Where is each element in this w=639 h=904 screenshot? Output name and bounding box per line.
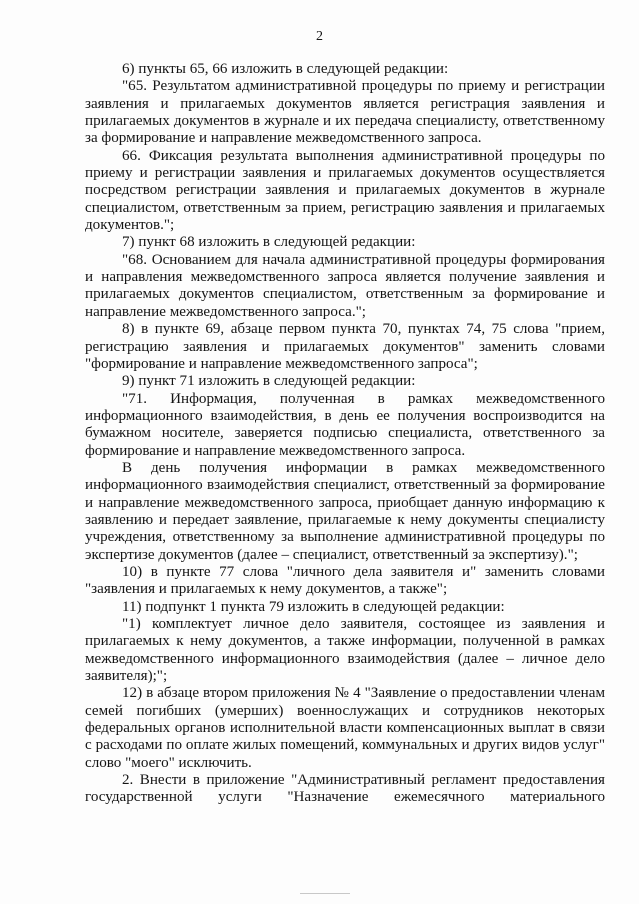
paragraph-point-66: 66. Фиксация результата выполнения административной процедуры по приему и регистрации заявления и прилагаемых документов осуществляется посредством регистрации заявления и прилагаемых документов в журнале специалистом, ответственным за прием, регистрацию заявления и прилагаемых документов."; [85,147,605,234]
paragraph-item-6: 6) пункты 65, 66 изложить в следующей редакции: [122,61,449,77]
paragraph-point-71: "71. Информация, полученная в рамках межведомственного информационного взаимодействия, в день ее получения воспроизводится на бумажном носителе, заверяется подписью специалиста, ответственного за формирование и направление межведомственного запроса. [85,390,605,459]
footer-divider [300,893,350,894]
paragraph-point-65: "65. Результатом административной процедуры по приему и регистрации заявления и прилагаемых документов является регистрация заявления и прилагаемых документов в журнале и их передача специалисту, ответственному за формирование и направление межведомственного запроса. [85,78,605,147]
paragraph-point-71-part-2: В день получения информации в рамках межведомственного информационного взаимодействия специалист, ответственный за формирование и направление межведомственного запроса, приобщает данную информацию к заявлению и передает заявление, прилагаемые к нему документы специалисту учреждения, ответственному за выполнение административной процедуры по экспертизе документов (далее – специалист, ответственный за экспертизу)."; [85,459,605,563]
paragraph-point-68: "68. Основанием для начала административной процедуры формирования и направления межведомственного запроса является получение заявления и прилагаемых документов специалистом, ответственным за формирование и направление межведомственного запроса."; [85,251,605,320]
paragraph-item-11: 11) подпункт 1 пункта 79 изложить в следующей редакции: [122,598,505,615]
paragraph-item-7: 7) пункт 68 изложить в следующей редакции: [122,234,416,251]
paragraph-item-8: 8) в пункте 69, абзаце первом пункта 70, пунктах 74, 75 слова "прием, регистрацию заявления и прилагаемых документов" заменить словами "формирование и направление межведомственного запроса"; [85,321,605,372]
page-number: 2 [316,29,323,44]
paragraph-item-12: 12) в абзаце втором приложения № 4 "Заявление о предоставлении членам семей погибших (умерших) военнослужащих и сотрудников некоторых федеральных органов исполнительной власти компенсационных выплат в связи с расходами по оплате жилых помещений, коммунальных и других видов услуг" слово "моего" исключить. [85,685,605,771]
paragraph-item-9: 9) пункт 71 изложить в следующей редакции: [122,373,416,390]
paragraph-section-2: 2. Внести в приложение "Административный регламент предоставления государственной услуги "Назначение ежемесячного материального [85,772,605,806]
paragraph-subpoint-1: "1) комплектует личное дело заявителя, состоящее из заявления и прилагаемых к нему документов, а также информации, полученной в рамках межведомственного информационного взаимодействия (далее – личное дело заявителя);"; [85,616,605,685]
document-body [85,61,605,807]
paragraph-item-10: 10) в пункте 77 слова "личного дела заявителя и" заменить словами "заявления и прилагаемых к нему документов, а также"; [85,563,605,598]
